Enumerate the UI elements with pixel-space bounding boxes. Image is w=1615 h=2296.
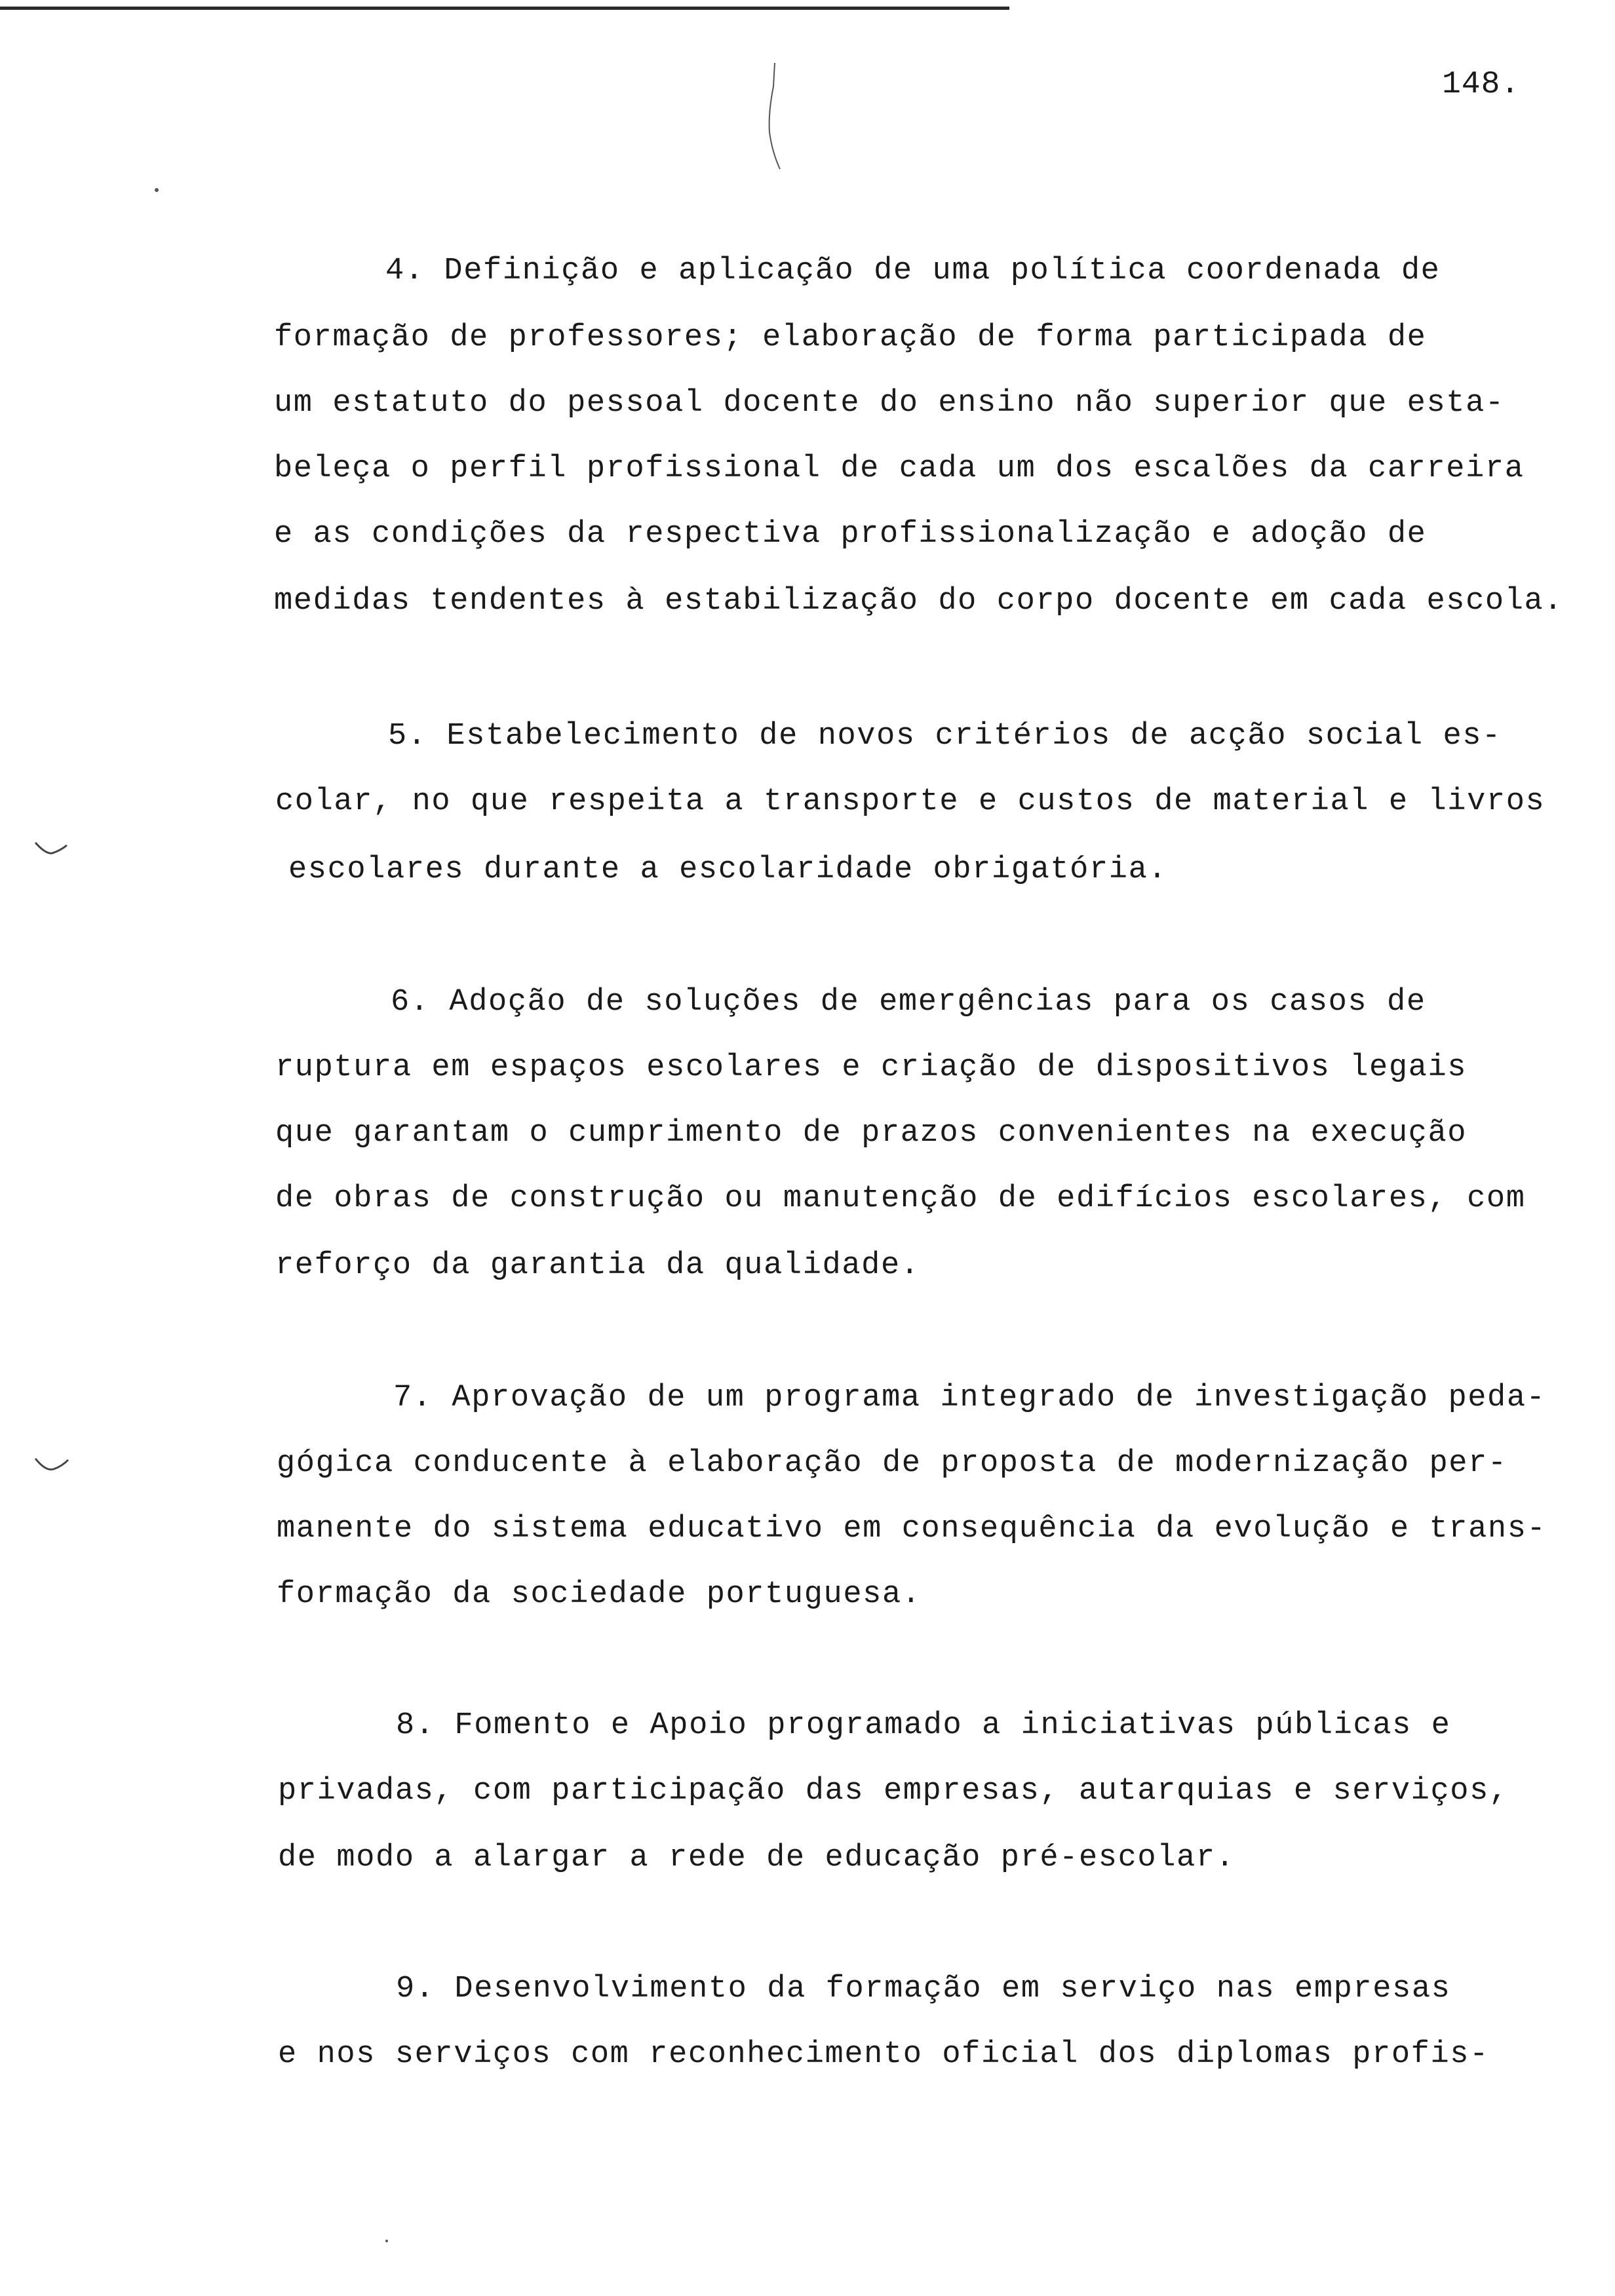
paragraph-line: e nos serviços com reconhecimento oficial dos diplomas profis-: [278, 2037, 1489, 2072]
margin-check-mark: [33, 1455, 72, 1474]
paragraph-line: privadas, com participação das empresas, autarquias e serviços,: [278, 1774, 1509, 1808]
paragraph-line: reforço da garantia da qualidade.: [275, 1248, 920, 1283]
paragraph-line: medidas tendentes à estabilização do corpo docente em cada escola.: [274, 584, 1564, 619]
paragraph-line: um estatuto do pessoal docente do ensino não superior que esta-: [274, 386, 1505, 421]
paragraph-line: 8. Fomento e Apoio programado a iniciativas públicas e: [396, 1708, 1451, 1743]
paragraph-line: manente do sistema educativo em consequência da evolução e trans-: [277, 1512, 1547, 1546]
margin-dot: [385, 2240, 388, 2242]
margin-check-mark: [33, 839, 72, 858]
handwritten-bracket-mark: [760, 60, 787, 172]
paragraph-line: formação da sociedade portuguesa.: [277, 1577, 922, 1612]
paragraph-line: ruptura em espaços escolares e criação de dispositivos legais: [275, 1050, 1468, 1085]
top-border-line: [0, 7, 1009, 10]
paragraph-line: e as condições da respectiva profissionalização e adoção de: [274, 517, 1427, 552]
paragraph-line: 9. Desenvolvimento da formação em serviço nas empresas: [396, 1972, 1451, 2006]
page-number: 148.: [1442, 67, 1521, 102]
paragraph-line: gógica conducente à elaboração de proposta de modernização per-: [277, 1446, 1508, 1481]
paragraph-line: de obras de construção ou manutenção de edifícios escolares, com: [275, 1181, 1526, 1216]
paragraph-line: beleça o perfil profissional de cada um dos escalões da carreira: [274, 451, 1525, 486]
paragraph-line: de modo a alargar a rede de educação pré-escolar.: [278, 1841, 1236, 1875]
paragraph-line: escolares durante a escolaridade obrigatória.: [288, 852, 1168, 887]
margin-dot: [155, 188, 159, 192]
paragraph-line: 4. Definição e aplicação de uma política coordenada de: [385, 254, 1441, 288]
paragraph-line: formação de professores; elaboração de forma participada de: [274, 320, 1427, 355]
paragraph-line: que garantam o cumprimento de prazos convenientes na execução: [275, 1116, 1468, 1151]
paragraph-line: colar, no que respeita a transporte e custos de material e livros: [275, 784, 1546, 819]
paragraph-line: 5. Estabelecimento de novos critérios de acção social es-: [388, 719, 1502, 754]
paragraph-line: 7. Aprovação de um programa integrado de investigação peda-: [393, 1381, 1546, 1415]
paragraph-line: 6. Adoção de soluções de emergências para os casos de: [391, 985, 1426, 1020]
